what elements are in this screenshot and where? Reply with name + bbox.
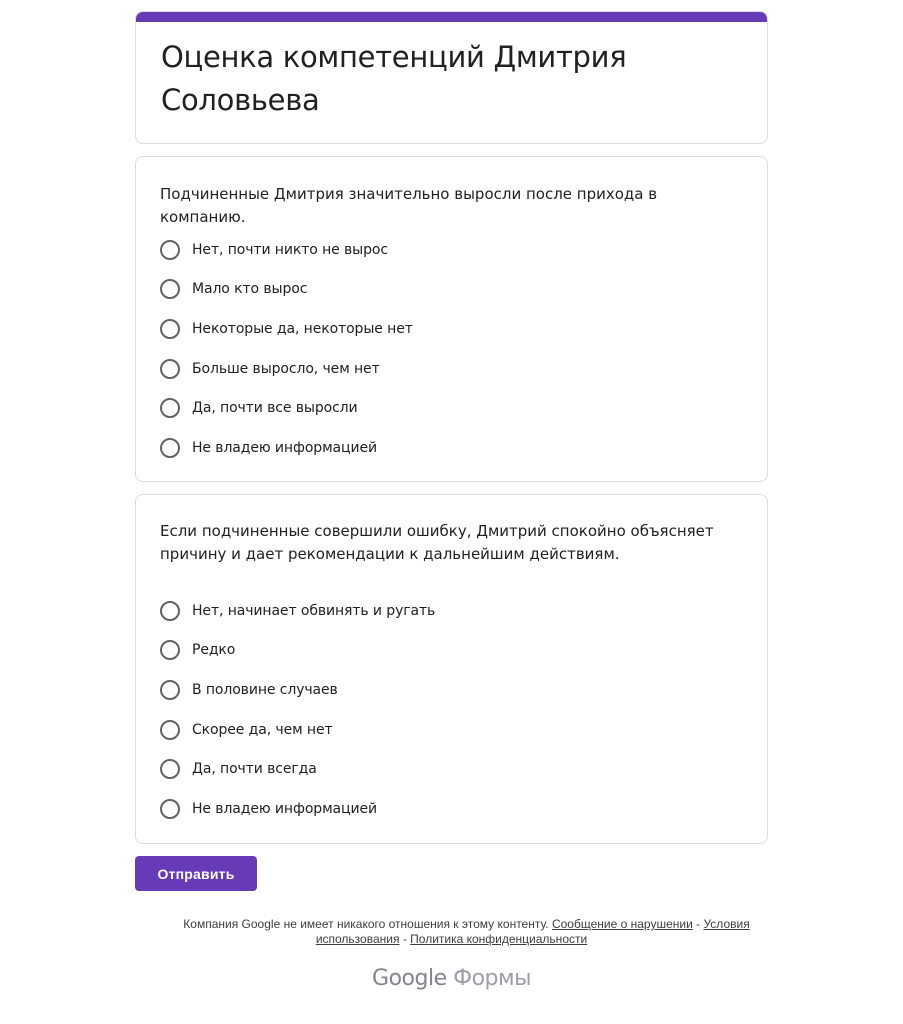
- form-title: Оценка компетенций Дмитрия Соловьева: [161, 40, 627, 117]
- radio-option[interactable]: [160, 710, 435, 750]
- footer-separator: -: [696, 917, 701, 931]
- radio-option[interactable]: [160, 388, 413, 428]
- radio-option-label: Нет, начинает обвинять и ругать: [192, 602, 436, 619]
- privacy-link[interactable]: Политика конфиденциальности: [410, 932, 588, 946]
- google-wordmark: Google: [372, 966, 447, 991]
- radio-button[interactable]: [160, 640, 180, 660]
- terms-link-part2[interactable]: использования: [315, 932, 400, 946]
- footer-separator: -: [402, 932, 407, 946]
- title-accent-bar: [136, 12, 767, 22]
- radio-button[interactable]: [160, 438, 180, 458]
- radio-button[interactable]: [160, 359, 180, 379]
- radio-button[interactable]: [160, 240, 180, 260]
- radio-button[interactable]: [160, 319, 180, 339]
- question-text: Подчиненные Дмитрия значительно выросли после прихода в компанию.: [160, 185, 658, 226]
- radio-group: [160, 591, 435, 829]
- radio-option-label: Нет, почти никто не вырос: [192, 241, 388, 258]
- radio-button[interactable]: [160, 720, 180, 740]
- radio-option[interactable]: [160, 230, 413, 270]
- radio-option[interactable]: [160, 270, 413, 310]
- radio-option[interactable]: [160, 670, 435, 710]
- radio-button[interactable]: [160, 398, 180, 418]
- google-forms-logo[interactable]: [0, 966, 903, 991]
- submit-button[interactable]: Отправить: [135, 856, 257, 891]
- radio-button[interactable]: [160, 680, 180, 700]
- radio-option-label: Больше выросло, чем нет: [192, 360, 380, 377]
- radio-option-label: Некоторые да, некоторые нет: [192, 320, 413, 337]
- radio-option-label: Не владею информацией: [192, 800, 377, 817]
- radio-option-label: Да, почти всегда: [192, 761, 317, 778]
- radio-option[interactable]: [160, 789, 435, 829]
- question-card-2: [135, 494, 768, 844]
- form-title-card: [135, 11, 768, 144]
- radio-option-label: Редко: [192, 642, 236, 659]
- radio-option-label: Скорее да, чем нет: [192, 721, 333, 738]
- radio-button[interactable]: [160, 279, 180, 299]
- radio-option[interactable]: [160, 749, 435, 789]
- question-text: Если подчиненные совершили ошибку, Дмитрий спокойно объясняет причину и дает рекомендации к дальнейшим действиям.: [160, 522, 714, 563]
- radio-option[interactable]: [160, 631, 435, 671]
- radio-button[interactable]: [160, 759, 180, 779]
- radio-button[interactable]: [160, 601, 180, 621]
- radio-button[interactable]: [160, 799, 180, 819]
- radio-option-label: Не владею информацией: [192, 439, 377, 456]
- report-abuse-link[interactable]: Сообщение о нарушении: [551, 917, 693, 931]
- radio-option-label: В половине случаев: [192, 681, 338, 698]
- footer-disclaimer: Компания Google не имеет никакого отношения к этому контенту.: [183, 917, 549, 931]
- radio-group: [160, 230, 413, 468]
- radio-option[interactable]: [160, 591, 435, 631]
- radio-option[interactable]: [160, 349, 413, 389]
- radio-option[interactable]: [160, 309, 413, 349]
- radio-option[interactable]: [160, 428, 413, 468]
- terms-link-part1[interactable]: Условия: [703, 917, 750, 931]
- radio-option-label: Мало кто вырос: [192, 281, 308, 298]
- footer: [135, 917, 768, 947]
- forms-wordmark: Формы: [453, 966, 531, 991]
- radio-option-label: Да, почти все выросли: [192, 400, 358, 417]
- question-card-1: [135, 156, 768, 482]
